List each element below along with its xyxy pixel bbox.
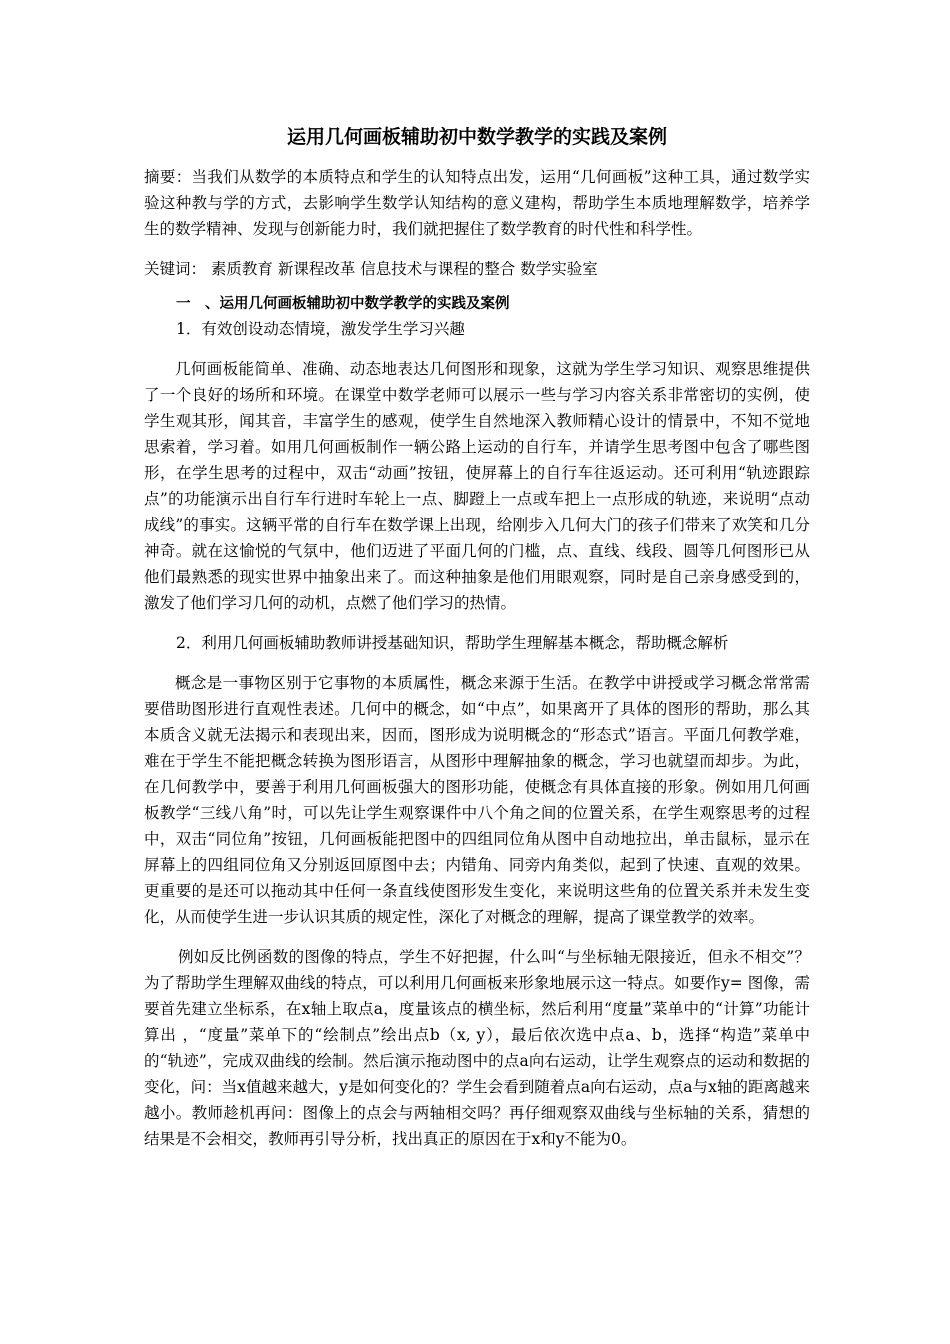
sub-heading-1: 1．有效创设动态情境，激发学生学习兴趣 <box>176 320 465 338</box>
abstract-paragraph: 摘要：当我们从数学的本质特点和学生的认知特点出发，运用“几何画板”这种工具，通过数学实验这种教与学的方式，去影响学生数学认知结构的意义建构，帮助学生本质地理解数学，培养学生的数学精神、发现与创新能力时，我们就把握住了数学教育的时代性和科学性。 <box>144 168 810 238</box>
body-paragraph-3: 例如反比例函数的图像的特点，学生不好把握，什么叫“与坐标轴无限接近，但永不相交”？为了帮助学生理解双曲线的特点，可以利用几何画板来形象地展示这一特点。如要作y= 图像，需要首先建立坐标系，在x轴上取点a，度量该点的横坐标，然后利用“度量”菜单中的“计算”功能计算出 ，“度量”菜单下的“绘制点”绘出点b（x, y），最后依次选中点a、b，选择“构造”菜单中的“轨迹”，完成双曲线的绘制。然后演示拖动图中的点a向右运动，让学生观察点的运动和数据的变化，问：当x值越来越大，y是如何变化的？学生会看到随着点a向右运动，点a与x轴的距离越来越小。教师趁机再问：图像上的点会与两轴相交吗？再仔细观察双曲线与坐标轴的关系，猜想的结果是不会相交，教师再引导分析，找出真正的原因在于x和y不能为0。 <box>144 948 810 1148</box>
body-paragraph-2: 概念是一事物区别于它事物的本质属性，概念来源于生活。在教学中讲授或学习概念常常需要借助图形进行直观性表述。几何中的概念，如“中点”，如果离开了具体的图形的帮助，那么其本质含义就无法揭示和表现出来，因而，图形成为说明概念的“形态式”语言。平面几何教学难，难在于学生不能把概念转换为图形语言，从图形中理解抽象的概念，学习也就望而却步。为此，在几何教学中，要善于利用几何画板强大的图形功能，使概念有具体直接的形象。例如用几何画板教学“三线八角”时，可以先让学生观察课件中八个角之间的位置关系，在学生观察思考的过程中，双击“同位角”按钮，几何画板能把图中的四组同位角从图中自动地拉出，单击鼠标，显示在屏幕上的四组同位角又分别返回原图中去；内错角、同旁内角类似，起到了快速、直观的效果。更重要的是还可以拖动其中任何一条直线使图形发生变化，来说明这些角的位置关系并未发生变化，从而使学生进一步认识其质的规定性，深化了对概念的理解，提高了课堂教学的效率。 <box>144 674 810 926</box>
document-title: 运用几何画板辅助初中数学教学的实践及案例 <box>286 126 667 148</box>
body-paragraph-1: 几何画板能简单、准确、动态地表达几何图形和现象，这就为学生学习知识、观察思维提供了一个良好的场所和环境。在课堂中数学老师可以展示一些与学习内容关系非常密切的实例，使学生观其形，闻其音，丰富学生的感观，使学生自然地深入教师精心设计的情景中，不知不觉地思索着，学习着。如用几何画板制作一辆公路上运动的自行车，并请学生思考图中包含了哪些图形，在学生思考的过程中，双击“动画”按钮，使屏幕上的自行车往返运动。还可利用“轨迹跟踪点”的功能演示出自行车行进时车轮上一点、脚蹬上一点或车把上一点形成的轨迹，来说明“点动成线”的事实。这辆平常的自行车在数学课上出现，给刚步入几何大门的孩子们带来了欢笑和几分神奇。就在这愉悦的气氛中，他们迈进了平面几何的门槛，点、直线、线段、圆等几何图形已从他们最熟悉的现实世界中抽象出来了。而这种抽象是他们用眼观察，同时是自己亲身感受到的，激发了他们学习几何的动机，点燃了他们学习的热情。 <box>144 360 810 612</box>
sub-heading-2: 2．利用几何画板辅助教师讲授基础知识，帮助学生理解基本概念，帮助概念解析 <box>176 634 729 652</box>
document-page <box>144 118 810 1152</box>
keywords-line: 关键词： 素质教育 新课程改革 信息技术与课程的整合 数学实验室 <box>144 260 598 278</box>
section-heading: 一 、运用几何画板辅助初中数学教学的实践及案例 <box>176 296 510 312</box>
